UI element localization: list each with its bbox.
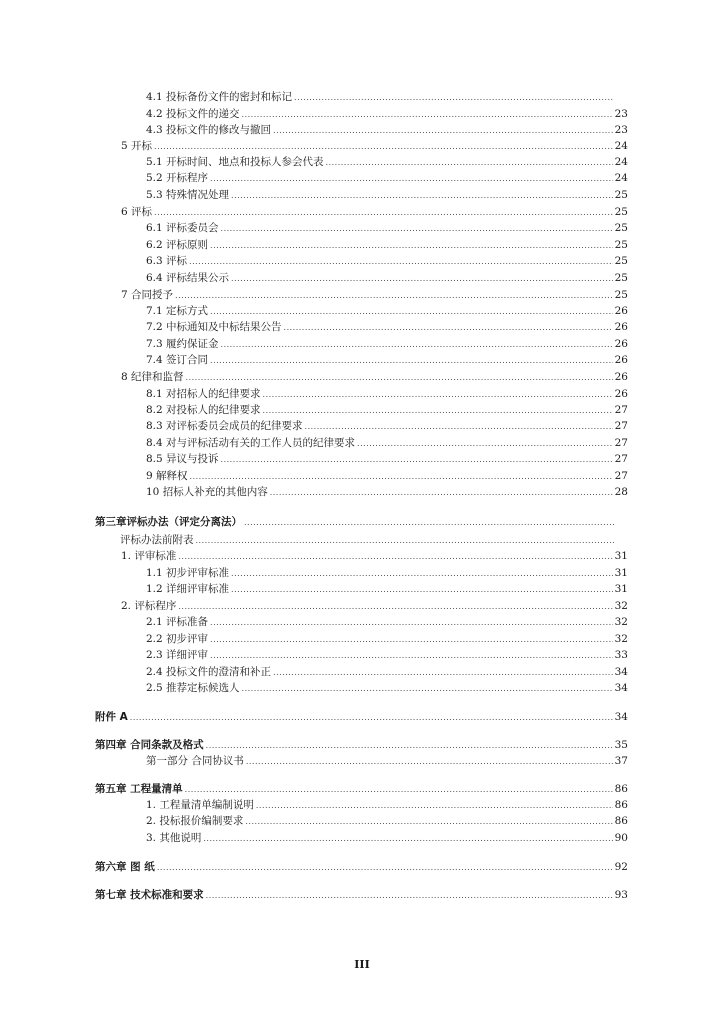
toc-entry[interactable] [146, 484, 628, 500]
toc-entry-title: 6.2 评标原则 [146, 239, 209, 251]
toc-entry-title: 5 开标 [121, 140, 153, 152]
toc-entry-title: 9 解释权 [146, 470, 188, 482]
toc-entry[interactable] [146, 565, 628, 581]
toc-entry-title: 8 纪律和监督 [121, 371, 184, 383]
toc-entry[interactable] [146, 303, 628, 319]
toc-entry-page-number: 92 [614, 861, 628, 873]
toc-entry-page-number: 31 [614, 550, 628, 562]
toc-entry[interactable] [146, 418, 628, 434]
toc-entry-page-number: 25 [614, 239, 628, 251]
toc-entry[interactable] [146, 352, 628, 368]
toc-entry-title: 4.2 投标文件的递交 [146, 108, 240, 120]
toc-dot-leader [210, 304, 613, 320]
toc-entry-page-number: 93 [614, 889, 628, 901]
toc-entry-title: 7.3 履约保证金 [146, 338, 219, 350]
toc-dot-leader [263, 403, 613, 419]
toc-entry-page-number: 34 [614, 666, 628, 678]
toc-entry[interactable] [146, 680, 628, 696]
toc-dot-leader [221, 221, 613, 237]
toc-entry-title: 7.2 中标通知及中标结果公告 [146, 321, 282, 333]
toc-entry-page-number: 27 [614, 470, 628, 482]
toc-entry-page-number: 86 [614, 815, 628, 827]
toc-dot-leader [178, 549, 612, 565]
toc-entry[interactable] [146, 813, 628, 829]
toc-entry-page-number: 24 [614, 172, 628, 184]
toc-dot-leader [178, 599, 612, 615]
toc-entry-title: 1.1 初步评审标准 [146, 567, 230, 579]
toc-entry[interactable] [146, 614, 628, 630]
toc-entry-page-number: 27 [614, 420, 628, 432]
toc-entry-page-number: 37 [614, 755, 628, 767]
toc-chapter-entry[interactable] [95, 781, 628, 797]
toc-entry-page-number: 32 [614, 633, 628, 645]
toc-chapter-entry[interactable] [95, 514, 628, 530]
toc-entry-page-number: 25 [614, 222, 628, 234]
toc-entry-title: 6.1 评标委员会 [146, 222, 219, 234]
toc-dot-leader [231, 566, 613, 582]
toc-entry[interactable] [121, 598, 628, 614]
toc-entry-page-number: 34 [614, 682, 628, 694]
toc-entry-page-number: 25 [614, 189, 628, 201]
toc-dot-leader [186, 370, 613, 386]
toc-entry[interactable] [146, 797, 628, 813]
toc-entry-page-number: 24 [614, 140, 628, 152]
toc-entry-page-number: 26 [614, 338, 628, 350]
toc-entry[interactable] [146, 187, 628, 203]
toc-entry[interactable] [146, 386, 628, 402]
toc-dot-leader [210, 632, 613, 648]
toc-entry[interactable] [121, 287, 628, 303]
toc-dot-leader [189, 254, 613, 270]
toc-entry[interactable] [146, 106, 628, 122]
toc-dot-leader [185, 782, 613, 798]
toc-dot-leader [190, 469, 613, 485]
toc-dot-leader [154, 139, 613, 155]
toc-entry-page-number: 26 [614, 321, 628, 333]
toc-entry-title: 7 合同授予 [121, 289, 174, 301]
toc-entry-title: 7.4 签订合同 [146, 354, 209, 366]
toc-entry-page-number: 25 [614, 272, 628, 284]
toc-entry-page-number: 27 [614, 404, 628, 416]
toc-entry-title: 2.3 详细评审 [146, 649, 209, 661]
toc-entry-title: 第六章 图 纸 [95, 861, 155, 873]
toc-entry-page-number: 25 [614, 206, 628, 218]
toc-entry-title: 2. 评标程序 [121, 600, 177, 612]
toc-entry-title: 1. 工程量清单编制说明 [146, 799, 254, 811]
toc-entry-title: 5.1 开标时间、地点和投标人参会代表 [146, 156, 324, 168]
toc-dot-leader [231, 188, 613, 204]
toc-entry-page-number: 27 [614, 453, 628, 465]
toc-dot-leader [221, 452, 613, 468]
toc-entry[interactable] [146, 89, 628, 105]
toc-entry-title: 评标办法前附表 [120, 534, 194, 546]
toc-entry-title: 6.3 评标 [146, 255, 188, 267]
toc-entry-title: 第四章 合同条款及格式 [95, 739, 204, 751]
toc-entry-title: 8.5 异议与投诉 [146, 453, 219, 465]
toc-dot-leader [206, 738, 613, 754]
toc-dot-leader [242, 107, 613, 123]
toc-dot-leader [210, 171, 613, 187]
toc-entry-title: 2. 投标报价编制要求 [146, 815, 244, 827]
toc-entry-title: 10 招标人补充的其他内容 [146, 486, 268, 498]
toc-entry-title: 2.1 评标准备 [146, 616, 209, 628]
toc-entry[interactable] [146, 647, 628, 663]
toc-chapter-entry[interactable] [95, 709, 628, 725]
toc-dot-leader [357, 436, 613, 452]
toc-dot-leader [284, 320, 613, 336]
toc-entry[interactable] [146, 402, 628, 418]
toc-dot-leader [210, 615, 613, 631]
toc-entry-page-number: 86 [614, 799, 628, 811]
toc-entry-title: 第三章评标办法（评定分离法） [95, 516, 242, 528]
toc-dot-leader [305, 419, 613, 435]
toc-entry-page-number: 31 [614, 567, 628, 579]
toc-entry[interactable] [146, 336, 628, 352]
toc-entry-page-number: 26 [614, 354, 628, 366]
toc-entry-title: 第五章 工程量清单 [95, 783, 183, 795]
toc-chapter-entry[interactable] [95, 859, 628, 875]
toc-entry-title: 4.1 投标备份文件的密封和标记 [146, 91, 293, 103]
toc-entry-title: 8.4 对与评标活动有关的工作人员的纪律要求 [146, 437, 356, 449]
toc-dot-leader [231, 582, 613, 598]
toc-entry[interactable] [146, 468, 628, 484]
toc-entry-title: 第七章 技术标准和要求 [95, 889, 204, 901]
toc-entry-page-number: 32 [614, 616, 628, 628]
toc-dot-leader [221, 337, 613, 353]
toc-entry[interactable] [146, 451, 628, 467]
toc-dot-leader [175, 288, 613, 304]
toc-dot-leader [246, 754, 613, 770]
toc-dot-leader [294, 90, 614, 106]
toc-dot-leader [210, 648, 613, 664]
toc-entry-title: 8.2 对投标人的纪律要求 [146, 404, 261, 416]
toc-entry-title: 1.2 详细评审标准 [146, 583, 230, 595]
toc-entry[interactable] [146, 220, 628, 236]
toc-entry[interactable] [146, 319, 628, 335]
toc-entry[interactable] [146, 664, 628, 680]
toc-entry-page-number: 90 [614, 832, 628, 844]
toc-entry-page-number: 34 [614, 711, 628, 723]
toc-dot-leader [326, 155, 613, 171]
toc-entry-page-number: 26 [614, 305, 628, 317]
toc-entry-title: 2.5 推荐定标候选人 [146, 682, 240, 694]
toc-entry-page-number: 31 [614, 583, 628, 595]
toc-dot-leader [206, 888, 613, 904]
toc-dot-leader [270, 485, 613, 501]
toc-dot-leader [154, 205, 613, 221]
toc-entry[interactable] [121, 204, 628, 220]
toc-entry-title: 5.3 特殊情况处理 [146, 189, 230, 201]
toc-entry-page-number: 28 [614, 486, 628, 498]
toc-entry-title: 2.2 初步评审 [146, 633, 209, 645]
toc-entry-page-number: 35 [614, 739, 628, 751]
toc-entry[interactable] [146, 753, 628, 769]
toc-dot-leader [231, 271, 613, 287]
toc-entry-title: 附件 A [95, 711, 128, 723]
toc-chapter-entry[interactable] [95, 737, 628, 753]
toc-dot-leader [256, 798, 613, 814]
toc-entry[interactable] [121, 138, 628, 154]
toc-entry[interactable] [146, 581, 628, 597]
toc-entry[interactable] [120, 532, 628, 548]
toc-entry-title: 第一部分 合同协议书 [146, 755, 244, 767]
toc-dot-leader [242, 681, 613, 697]
toc-entry[interactable] [146, 830, 628, 846]
toc-entry-page-number: 26 [614, 388, 628, 400]
toc-entry-page-number: 33 [614, 649, 628, 661]
toc-entry-title: 3. 其他说明 [146, 832, 202, 844]
toc-dot-leader [196, 533, 615, 549]
toc-entry[interactable] [146, 631, 628, 647]
toc-dot-leader [273, 123, 613, 139]
toc-entry[interactable] [146, 122, 628, 138]
toc-entry[interactable] [121, 369, 628, 385]
toc-entry-page-number: 25 [614, 255, 628, 267]
toc-entry-page-number: 23 [614, 108, 628, 120]
toc-entry[interactable] [146, 237, 628, 253]
toc-entry[interactable] [146, 253, 628, 269]
toc-dot-leader [245, 814, 612, 830]
toc-entry-page-number: 32 [614, 600, 628, 612]
toc-entry-title: 7.1 定标方式 [146, 305, 209, 317]
toc-entry-title: 6.4 评标结果公示 [146, 272, 230, 284]
toc-entry-title: 8.1 对招标人的纪律要求 [146, 388, 261, 400]
toc-dot-leader [244, 515, 614, 531]
toc-dot-leader [263, 387, 613, 403]
toc-dot-leader [203, 831, 612, 847]
toc-dot-leader [157, 860, 613, 876]
toc-entry-page-number: 26 [614, 371, 628, 383]
toc-entry-page-number: 27 [614, 437, 628, 449]
toc-dot-leader [130, 710, 613, 726]
toc-dot-leader [273, 665, 613, 681]
toc-entry-page-number: 24 [614, 156, 628, 168]
toc-entry-page-number: 86 [614, 783, 628, 795]
toc-entry-page-number: 23 [614, 124, 628, 136]
toc-entry-title: 8.3 对评标委员会成员的纪律要求 [146, 420, 303, 432]
toc-entry-page-number: 25 [614, 289, 628, 301]
toc-entry-title: 6 评标 [121, 206, 153, 218]
toc-entry[interactable] [146, 270, 628, 286]
page-number: III [354, 958, 370, 971]
toc-entry-title: 5.2 开标程序 [146, 172, 209, 184]
toc-entry-title: 4.3 投标文件的修改与撤回 [146, 124, 272, 136]
toc-dot-leader [210, 238, 613, 254]
toc-entry-title: 1. 评审标准 [121, 550, 177, 562]
toc-entry[interactable] [121, 548, 628, 564]
toc-entry[interactable] [146, 170, 628, 186]
toc-entry-title: 2.4 投标文件的澄清和补正 [146, 666, 272, 678]
toc-chapter-entry[interactable] [95, 887, 628, 903]
toc-entry[interactable] [146, 154, 628, 170]
toc-entry[interactable] [146, 435, 628, 451]
toc-dot-leader [210, 353, 613, 369]
